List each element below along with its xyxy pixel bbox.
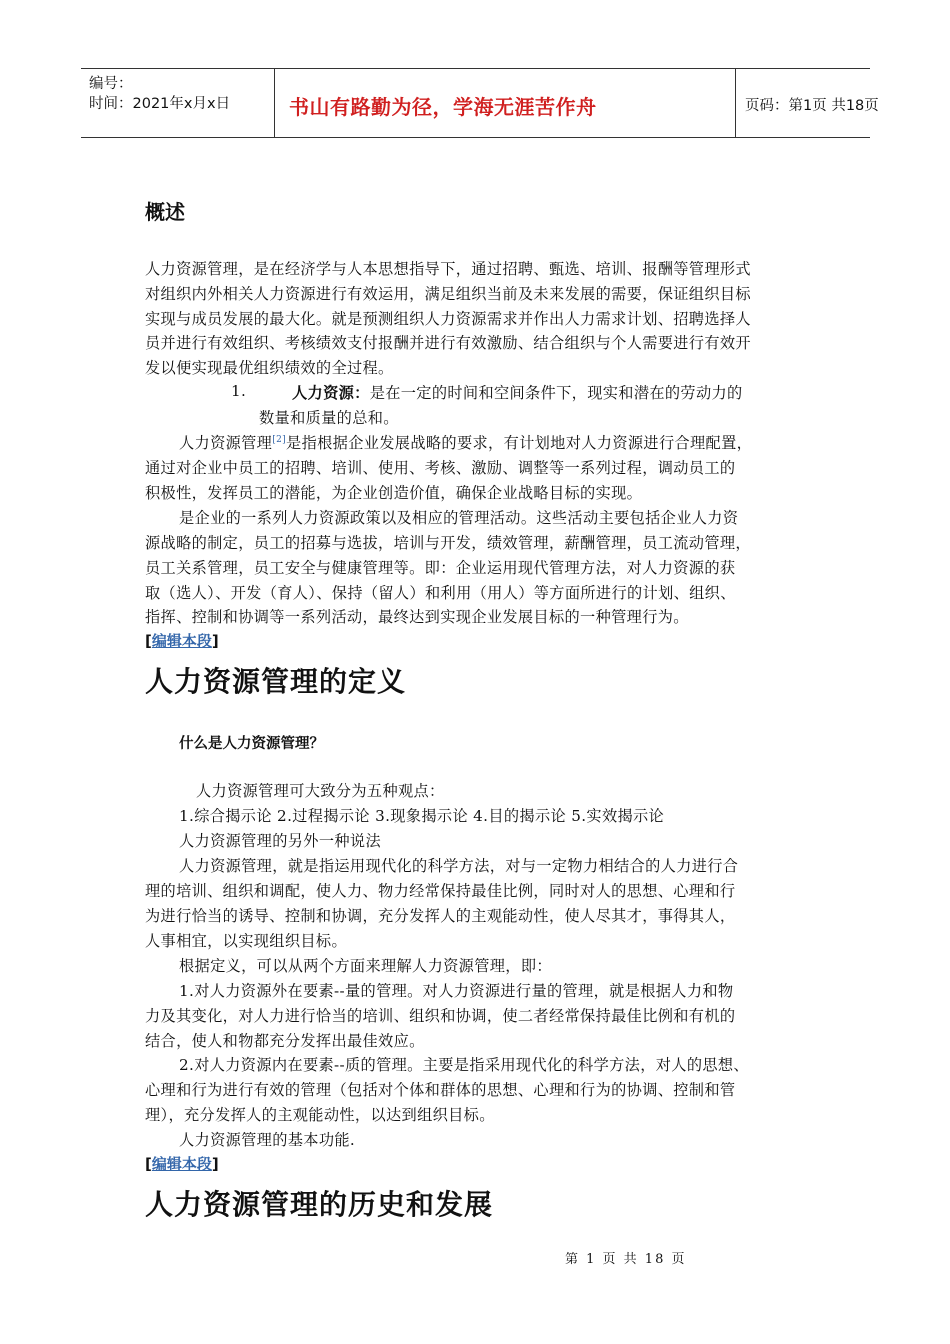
document-date-label: 时间：2021年x月x日 xyxy=(89,96,231,112)
edit-section-link[interactable]: 编辑本段 xyxy=(151,1155,212,1173)
document-header xyxy=(81,68,879,138)
paragraph-line: 发以便实现最优组织绩效的全过程。 xyxy=(145,359,394,377)
list-term: 人力资源： xyxy=(292,384,370,402)
list-item-continuation: 数量和质量的总和。 xyxy=(259,409,399,427)
paragraph-line: 理），充分发挥人的主观能动性，以达到组织目标。 xyxy=(145,1106,495,1124)
reference-link[interactable]: [2] xyxy=(272,434,287,445)
paragraph-line: 人力资源管理，是在经济学与人本思想指导下，通过招聘、甄选、培训、报酬等管理形式 xyxy=(145,260,751,278)
paragraph-line: 心理和行为进行有效的管理（包括对个体和群体的思想、心理和行为的协调、控制和管 xyxy=(145,1081,736,1099)
section-title-definition: 人力资源管理的定义 xyxy=(145,665,407,698)
paragraph-line xyxy=(179,432,752,453)
views-list: 1.综合揭示论 2.过程揭示论 3.现象揭示论 4.目的揭示论 5.实效揭示论 xyxy=(179,807,665,825)
paragraph-line: 结合，使人和物都充分发挥出最佳效应。 xyxy=(145,1032,425,1050)
paragraph-line: 人力资源管理，就是指运用现代化的科学方法，对与一定物力相结合的人力进行合 xyxy=(179,857,739,875)
paragraph-line: 根据定义，可以从两个方面来理解人力资源管理，即： xyxy=(179,957,552,975)
paragraph-line: 为进行恰当的诱导、控制和协调，充分发挥人的主观能动性，使人尽其才，事得其人， xyxy=(145,907,736,925)
paragraph-line: 理的培训、组织和调配，使人力、物力经常保持最佳比例，同时对人的思想、心理和行 xyxy=(145,882,736,900)
edit-section-control: [编辑本段] xyxy=(145,1155,219,1173)
paragraph-line: 对组织内外相关人力资源进行有效运用，满足组织当前及未来发展的需要，保证组织目标 xyxy=(145,285,751,303)
paragraph-line: 取（选人）、开发（育人）、保持（留人）和利用（用人）等方面所进行的计划、组织、 xyxy=(145,584,736,602)
paragraph-text: 是指根据企业发展战略的要求，有计划地对人力资源进行合理配置， xyxy=(286,434,753,452)
paragraph-line: 积极性，发挥员工的潜能，为企业创造价值，确保企业战略目标的实现。 xyxy=(145,484,643,502)
paragraph-line: 指挥、控制和协调等一系列活动，最终达到实现企业发展目标的一种管理行为。 xyxy=(145,608,689,626)
paragraph-line: 人力资源管理可大致分为五种观点： xyxy=(196,782,445,800)
paragraph-line: 员并进行有效组织、考核绩效支付报酬并进行有效激励、结合组织与个人需要进行有效开 xyxy=(145,334,751,352)
header-motto: 书山有路勤为径，学海无涯苦作舟 xyxy=(289,95,597,119)
section-title-history: 人力资源管理的历史和发展 xyxy=(145,1188,494,1221)
section-title-overview: 概述 xyxy=(145,200,185,224)
paragraph-line: 人力资源管理的另外一种说法 xyxy=(179,832,381,850)
edit-section-control: [编辑本段] xyxy=(145,632,219,650)
hrm-term: 人力资源管理 xyxy=(179,434,273,452)
paragraph-line: 员工关系管理，员工安全与健康管理等。即：企业运用现代管理方法，对人力资源的获 xyxy=(145,559,736,577)
page-footer: 第 1 页 共 18 页 xyxy=(565,1252,687,1267)
list-number: 1. xyxy=(231,382,247,400)
paragraph-line: 通过对企业中员工的招聘、培训、使用、考核、激励、调整等一系列过程，调动员工的 xyxy=(145,459,736,477)
subsection-title: 什么是人力资源管理？ xyxy=(179,736,324,752)
header-page-cell xyxy=(736,69,879,137)
list-item-line xyxy=(292,382,743,403)
header-motto-cell xyxy=(274,69,736,137)
paragraph-line: 源战略的制定，员工的招募与选拔，培训与开发，绩效管理，薪酬管理，员工流动管理， xyxy=(145,534,751,552)
paragraph-line: 力及其变化，对人力进行恰当的培训、组织和协调，使二者经常保持最佳比例和有机的 xyxy=(145,1007,736,1025)
edit-section-link[interactable]: 编辑本段 xyxy=(151,632,212,650)
paragraph-line: 人事相宜，以实现组织目标。 xyxy=(145,932,347,950)
list-definition: 是在一定的时间和空间条件下，现实和潜在的劳动力的 xyxy=(369,384,743,402)
paragraph-line: 实现与成员发展的最大化。就是预测组织人力资源需求并作出人力需求计划、招聘选择人 xyxy=(145,310,751,328)
paragraph-line: 人力资源管理的基本功能. xyxy=(179,1131,356,1149)
document-number-label: 编号： xyxy=(89,76,133,92)
paragraph-line: 1.对人力资源外在要素--量的管理。对人力资源进行量的管理，就是根据人力和物 xyxy=(179,982,734,1000)
paragraph-line: 2.对人力资源内在要素--质的管理。主要是指采用现代化的科学方法，对人的思想、 xyxy=(179,1056,749,1074)
paragraph-line: 是企业的一系列人力资源政策以及相应的管理活动。这些活动主要包括企业人力资 xyxy=(179,509,739,527)
header-meta-cell xyxy=(81,69,274,137)
header-page-info: 页码：第1页 共18页 xyxy=(745,98,879,114)
